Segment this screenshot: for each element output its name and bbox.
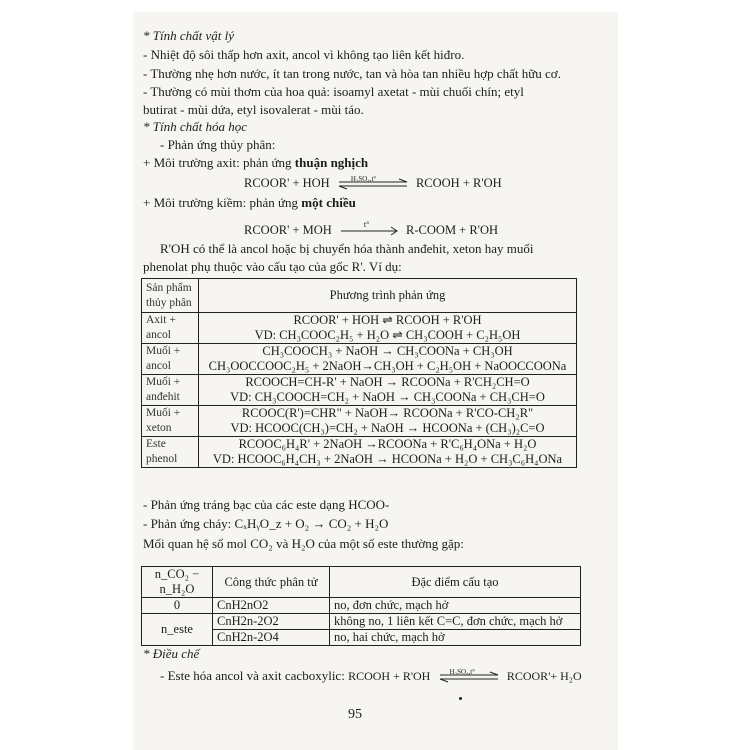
note-line: R'OH có thể là ancol hoặc bị chuyển hóa thành anđehit, xeton hay muối [160,241,534,256]
physical-line: - Thường nhẹ hơn nước, ít tan trong nước, tan và hòa tan nhiều hợp chất hữu cơ. [143,66,561,81]
table-row: CnH2n-2O4 no, hai chức, mạch hở [142,630,581,646]
physical-line: butirat - mùi dứa, etyl isovalerat - mùi táo. [143,102,364,117]
note-line: phenolat phụ thuộc vào cấu tạo của gốc R'. Ví dụ: [143,259,402,274]
combustion-line: - Phản ứng cháy: CₓHᵧO_z + O₂ → CO₂ + H₂O [143,516,389,531]
dot-mark [459,697,462,700]
chemical-heading: * Tính chất hóa học [143,119,247,134]
table-row: Muối + ancol CH₃COOCH₃ + NaOH → CH₃COONa + CH₃OH CH₃OOCCOOC₂H₅ + 2NaOH→CH₃OH + C₂H₅OH + NaOOCCOONa [142,344,577,375]
base-env-line: + Môi trường kiềm: phản ứng một chiều [143,195,356,210]
table-row: Axit + ancol RCOOR' + HOH ⇌ RCOOH + R'OH VD: CH₃COOC₂H₅ + H₂O ⇌ CH₃COOH + C₂H₅OH [142,313,577,344]
relation-line: Mối quan hệ số mol CO₂ và H₂O của một số este thường gặp: [143,536,464,551]
table-row: Muối + xeton RCOOC(R')=CHR" + NaOH→ RCOONa + R'CO-CH₂R" VD: HCOOC(CH₃)=CH₂ + NaOH → HCOONa + (CH₃)₂C=O [142,406,577,437]
physical-line: - Thường có mùi thơm của hoa quả: isoamyl axetat - mùi chuối chín; etyl [143,84,524,99]
prep-line: - Este hóa ancol và axit cacboxylic: RCOOH + R'OH H₂SO₄,t° RCOOR'+ H₂O [160,668,582,683]
base-equation: RCOOR' + MOH t° R-COOM + R'OH [244,220,498,237]
table-header-row: n_CO₂ − n_H₂O Công thức phân tử Đặc điểm cấu tạo [142,567,581,598]
reaction-table [141,278,577,468]
header-equation: Phương trình phản ứng [199,279,577,313]
table-row: Este phenol RCOOC₆H₄R' + 2NaOH →RCOONa + R'C₆H₄ONa + H₂O VD: HCOOC₆H₄CH₃ + 2NaOH → HCOONa + H₂O + CH₃C₆H₄ONa [142,437,577,468]
page-number: 95 [348,707,362,722]
header-product: Sản phẩm thủy phân [142,279,199,313]
prep-heading: * Điều chế [143,646,200,661]
table-header-row [142,279,577,313]
physical-line: - Nhiệt độ sôi thấp hơn axit, ancol vì không tạo liên kết hiđro. [143,47,465,62]
table-row: n_este CnH2n-2O2 không no, 1 liên kết C=C, đơn chức, mạch hở [142,614,581,630]
hydrolysis-line: - Phản ứng thủy phân: [160,137,276,152]
table-row: Muối + anđehit RCOOCH=CH-R' + NaOH → RCOONa + R'CH₂CH=O VD: CH₃COOCH=CH₂ + NaOH → CH₃COONa + CH₃CH=O [142,375,577,406]
arrow-icon: t° [339,224,399,238]
ester-table [141,566,581,646]
reversible-arrow-icon: H₂SO₄,t° [337,177,409,191]
silver-line: - Phản ứng tráng bạc của các este dạng HCOO- [143,497,390,512]
physical-heading: * Tính chất vật lý [143,28,234,43]
reversible-arrow-icon: H₂SO₄,t° [438,670,500,684]
acid-equation: RCOOR' + HOH H₂SO₄,t° RCOOH + R'OH [244,175,502,190]
table-row: 0 CnH2nO2 no, đơn chức, mạch hở [142,598,581,614]
acid-env-line: + Môi trường axit: phản ứng thuận nghịch [143,155,369,170]
